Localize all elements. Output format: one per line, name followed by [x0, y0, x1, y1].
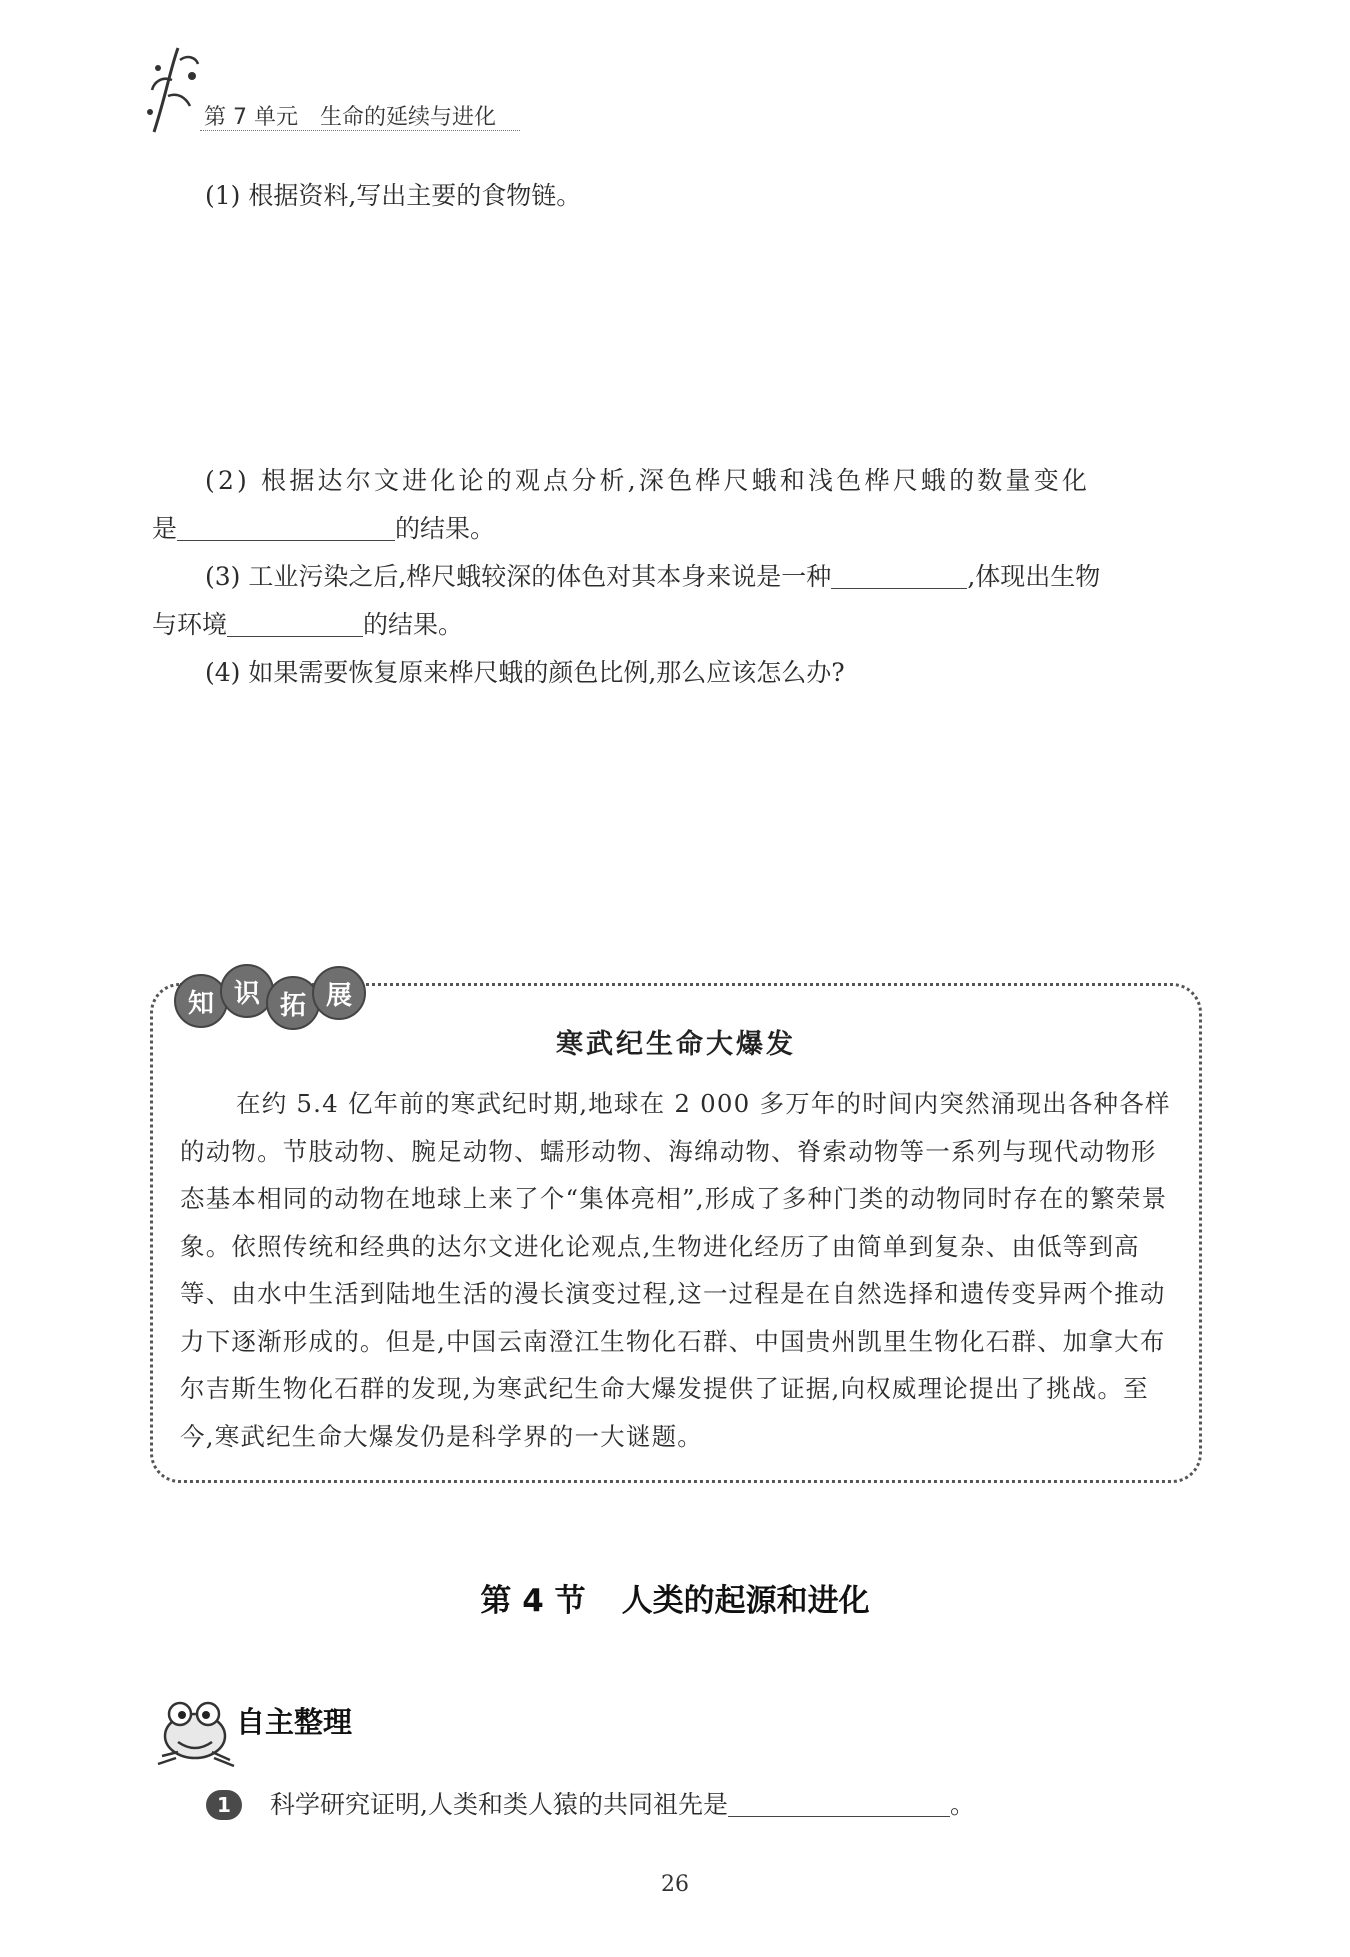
answer-blank-q3a[interactable] — [831, 560, 967, 589]
item1-prefix: 科学研究证明,人类和类人猿的共同祖先是 — [270, 1790, 728, 1819]
knowledge-title: 寒武纪生命大爆发 — [556, 1029, 796, 1060]
self-study-heading: 自主整理 — [236, 1705, 353, 1739]
section-number: 第 4 节 — [480, 1583, 586, 1619]
badge-char-3: 拓 — [266, 976, 320, 1030]
header-chapter-title: 生命的延续与进化 — [319, 105, 496, 130]
question-1: (1) 根据资料,写出主要的食物链。 — [205, 181, 582, 210]
answer-blank-q2[interactable] — [177, 512, 395, 541]
badge-char-2: 识 — [220, 964, 274, 1018]
knowledge-body: 在约 5.4 亿年前的寒武纪时期,地球在 2 000 多万年的时间内突然涌现出各种各样的动物。节肢动物、腕足动物、蠕形动物、海绵动物、脊索动物等一系列与现代动物形态基本相同的动物在地球上来了个“集体亮相”,形成了多种门类的动物同时存在的繁荣景象。依照传统和经典的达尔文进化论观点,生物进化经历了由简单到复杂、由低等到高等、由水中生活到陆地生活的漫长演变过程,这一过程是在自然选择和遗传变异两个推动力下逐渐形成的。但是,中国云南澄江生物化石群、中国贵州凯里生物化石群、加拿大布尔吉斯生物化石群的发现,为寒武纪生命大爆发提供了证据,向权威理论提出了挑战。至今,寒武纪生命大爆发仍是科学界的一大谜题。 — [180, 1089, 1171, 1451]
answer-blank-q3b[interactable] — [227, 608, 363, 637]
self-study-item-1 — [270, 1781, 975, 1829]
frog-mascot-icon — [150, 1690, 240, 1770]
question-2-line-2 — [152, 505, 495, 553]
item-number-badge: 1 — [206, 1790, 242, 1820]
header-title — [204, 100, 496, 131]
section-title — [0, 1575, 1350, 1620]
question-3-suffix: ,体现出生物 — [967, 562, 1101, 591]
item1-suffix: 。 — [949, 1790, 975, 1819]
badge-char-1: 知 — [174, 974, 228, 1028]
badge-char-4: 展 — [312, 966, 366, 1020]
question-3-prefix: (3) 工业污染之后,桦尺蛾较深的体色对其本身来说是一种 — [205, 562, 832, 591]
answer-blank-item1[interactable] — [728, 1788, 950, 1817]
question-2-suffix: 的结果。 — [395, 514, 496, 543]
header-decoration-icon — [140, 40, 210, 140]
question-3-line2-prefix: 与环境 — [152, 610, 228, 639]
section-name: 人类的起源和进化 — [621, 1583, 870, 1619]
header-rule — [200, 130, 520, 131]
question-3-line-1 — [205, 553, 1100, 601]
question-3-line-2 — [152, 601, 463, 649]
question-3-line2-suffix: 的结果。 — [363, 610, 464, 639]
knowledge-badge — [170, 960, 370, 1030]
header-unit: 第 7 单元 — [204, 105, 298, 130]
page-number: 26 — [661, 1872, 689, 1897]
question-2-line-1: (2) 根据达尔文进化论的观点分析,深色桦尺蛾和浅色桦尺蛾的数量变化 — [205, 466, 1091, 495]
question-4: (4) 如果需要恢复原来桦尺蛾的颜色比例,那么应该怎么办? — [205, 658, 845, 687]
question-2-prefix: 是 — [152, 514, 178, 543]
